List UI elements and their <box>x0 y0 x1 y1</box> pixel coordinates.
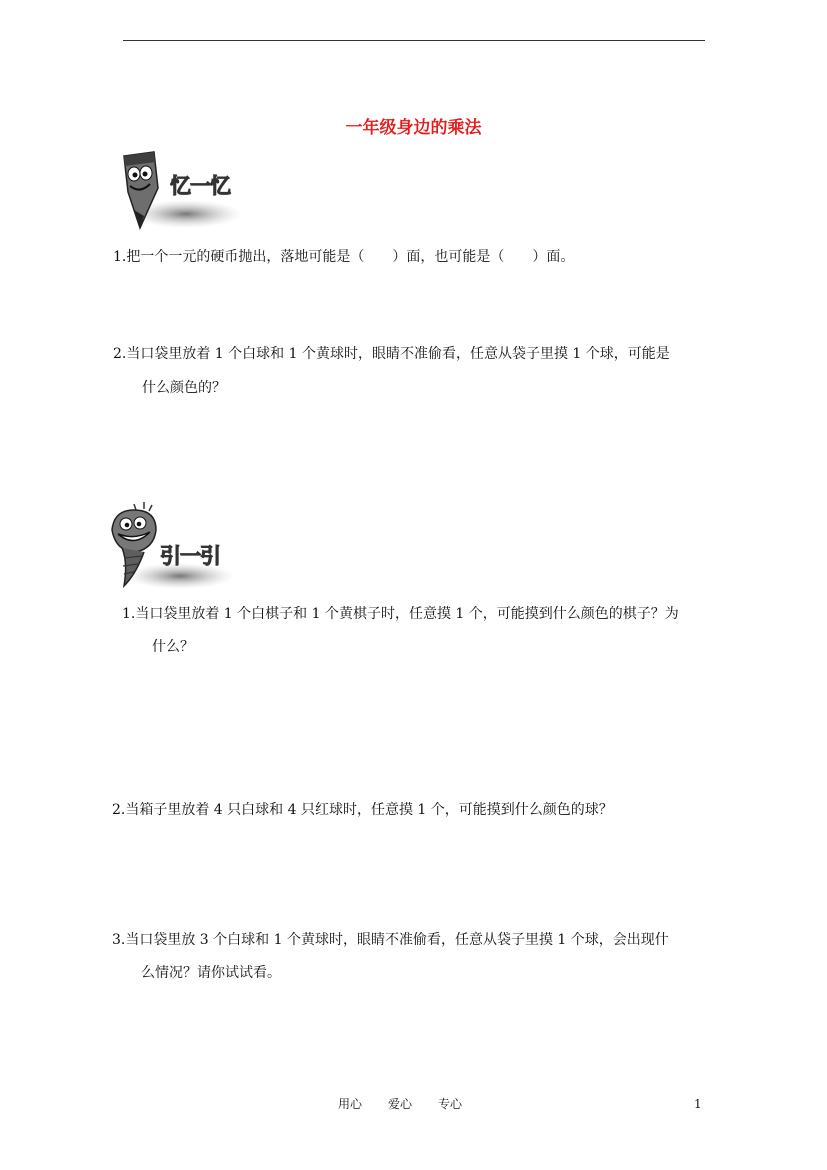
question-2-3-cont: 么情况？请你试试看。 <box>141 965 281 981</box>
page-number: 1 <box>694 1097 702 1111</box>
question-2-2: 2.当箱子里放着 4 只白球和 4 只红球时，任意摸 1 个，可能摸到什么颜色的球？ <box>112 802 613 818</box>
footer-item: 用心 <box>338 1097 363 1111</box>
footer-item: 专心 <box>438 1097 463 1111</box>
header-rule <box>123 40 705 41</box>
section-badge-guide <box>104 502 236 592</box>
question-2-1: 1.当口袋里放着 1 个白棋子和 1 个黄棋子时，任意摸 1 个，可能摸到什么颜色的棋子？为 <box>122 606 679 622</box>
question-2-1-cont: 什么？ <box>152 639 194 655</box>
question-1-2: 2.当口袋里放着 1 个白球和 1 个黄球时，眼睛不准偷看，任意从袋子里摸 1 个球，可能是 <box>113 346 670 362</box>
question-1-2-cont: 什么颜色的？ <box>142 380 226 396</box>
badge-text: 引一引 <box>160 544 220 568</box>
question-2-3: 3.当口袋里放 3 个白球和 1 个黄球时，眼睛不准偷看，任意从袋子里摸 1 个球，会出现什 <box>112 932 669 948</box>
page-title: 一年级身边的乘法 <box>345 118 482 138</box>
section-badge-recall <box>114 148 244 232</box>
footer-item: 爱心 <box>388 1097 413 1111</box>
question-1-1: 1.把一个一元的硬币抛出，落地可能是（ ）面，也可能是（ ）面。 <box>113 249 575 265</box>
badge-text: 忆一忆 <box>170 174 230 198</box>
